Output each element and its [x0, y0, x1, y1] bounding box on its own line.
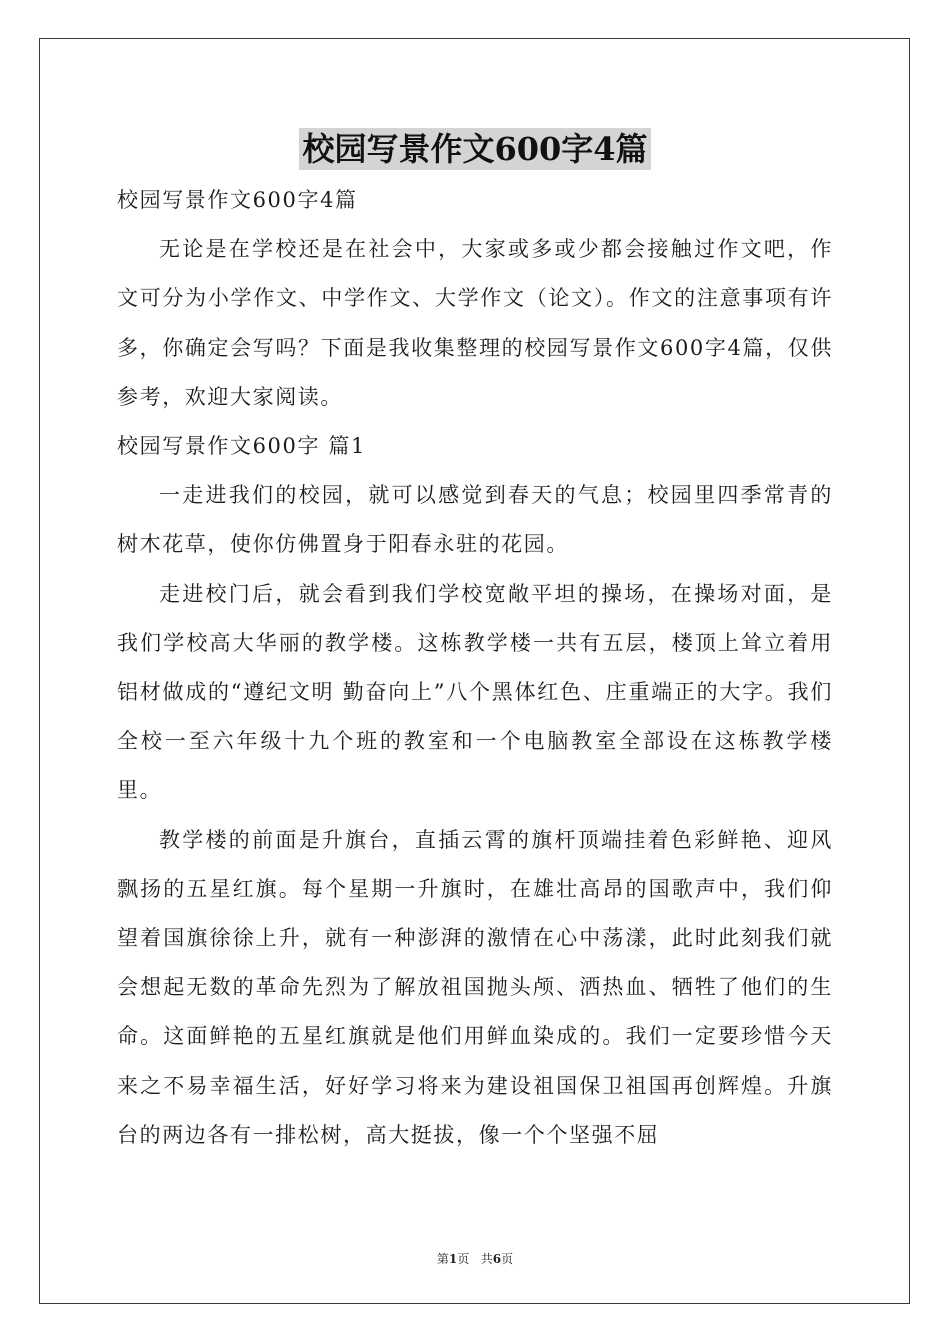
page-suffix: 页 [457, 1252, 470, 1266]
total-prefix: 共 [480, 1252, 493, 1266]
body-paragraph: 一走进我们的校园，就可以感觉到春天的气息；校园里四季常青的树木花草，使你仿佛置身于阳春永驻的花园。 [117, 483, 833, 557]
document-title: 校园写景作文600字4篇 [299, 128, 650, 170]
total-suffix: 页 [501, 1252, 514, 1266]
title-container [0, 128, 950, 170]
document-body [117, 176, 833, 1160]
subtitle-line: 校园写景作文600字4篇 [117, 188, 358, 212]
intro-paragraph: 无论是在学校还是在社会中，大家或多或少都会接触过作文吧，作文可分为小学作文、中学作文、大学作文（论文）。作文的注意事项有许多，你确定会写吗？下面是我收集整理的校园写景作文600字4篇，仅供参考，欢迎大家阅读。 [117, 237, 833, 409]
section-heading: 校园写景作文600字 篇1 [117, 434, 366, 459]
page-number: 1 [448, 1252, 458, 1266]
body-paragraph: 走进校门后，就会看到我们学校宽敞平坦的操场，在操场对面，是我们学校高大华丽的教学楼。这栋教学楼一共有五层，楼顶上耸立着用铝材做成的“遵纪文明 勤奋向上”八个黑体红色、庄重端正的大字。我们全校一至六年级十九个班的教室和一个电脑教室全部设在这栋教学楼里。 [117, 581, 833, 803]
body-paragraph: 教学楼的前面是升旗台，直插云霄的旗杆顶端挂着色彩鲜艳、迎风飘扬的五星红旗。每个星期一升旗时，在雄壮高昂的国歌声中，我们仰望着国旗徐徐上升，就有一种澎湃的激情在心中荡漾，此时此刻我们就会想起无数的革命先烈为了解放祖国抛头颅、洒热血、牺牲了他们的生命。这面鲜艳的五星红旗就是他们用鲜血染成的。我们一定要珍惜今天来之不易幸福生活，好好学习将来为建设祖国保卫祖国再创辉煌。升旗台的两边各有一排松树，高大挺拔，像一个个坚强不屈 [117, 827, 833, 1147]
total-pages: 6 [492, 1252, 502, 1266]
page-prefix: 第 [436, 1252, 449, 1266]
page-footer [0, 1250, 950, 1267]
